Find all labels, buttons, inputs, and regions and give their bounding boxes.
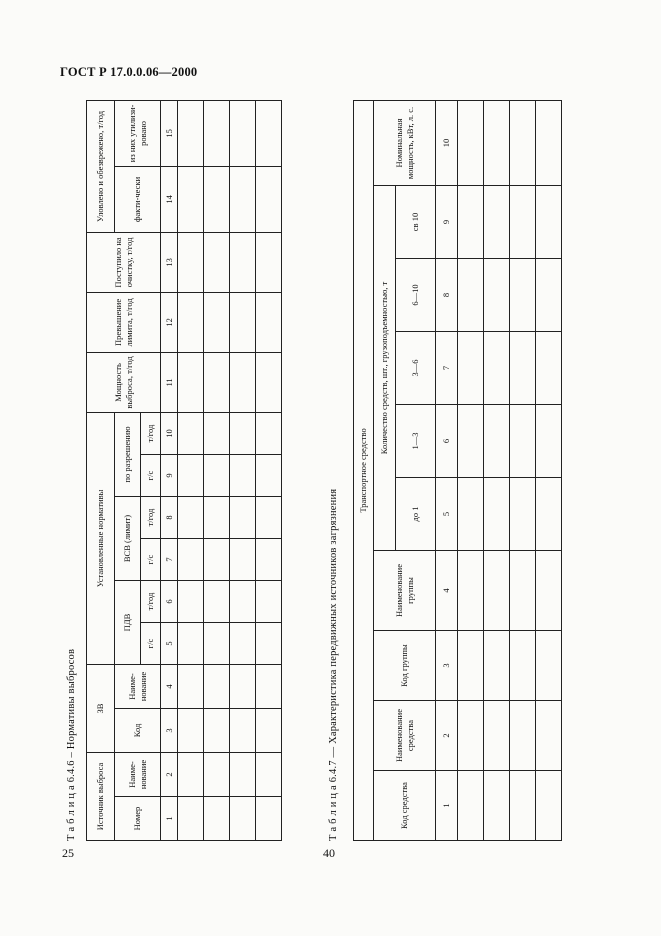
right-page-number: 40 <box>323 846 335 860</box>
header-group-name: Наименование группы <box>374 551 436 631</box>
header-pollutant-name: Наиме-нование <box>115 665 161 709</box>
header-unit-ty: т/год <box>141 497 161 539</box>
header-vehicle-code: Код средства <box>374 771 436 841</box>
emissions-norms-table <box>86 100 282 841</box>
table-row <box>178 100 204 840</box>
right-table-caption: Т а б л и ц а 6.4.7 — Характеристика передвижных источников загрязнения <box>328 488 339 841</box>
table-row <box>256 100 282 840</box>
column-number: 3 <box>436 631 458 701</box>
column-number: 2 <box>161 753 178 797</box>
table-row <box>510 100 536 840</box>
header-vehicle-name: Наименование средства <box>374 701 436 771</box>
header-caught-used: из них утилизи-ровано <box>115 100 161 166</box>
column-number: 1 <box>161 797 178 841</box>
header-vehicle-group: Транспортное средство <box>354 100 374 840</box>
header-limit-excess: Превышение лимита, т/год <box>87 292 161 352</box>
header-unit-gs: г/с <box>141 455 161 497</box>
header-pollutant-group: ЗВ <box>87 665 115 753</box>
header-count-group: Количество средств, шт., грузоподъемностью, т <box>374 186 396 551</box>
table-row <box>230 100 256 840</box>
column-number: 2 <box>436 701 458 771</box>
column-number: 10 <box>436 100 458 185</box>
column-number: 5 <box>161 623 178 665</box>
header-source-number: Номер <box>115 797 161 841</box>
table-row <box>484 100 510 840</box>
table-row <box>204 100 230 840</box>
left-table-caption: Т а б л и ц а 6.4.6 – Нормативы выбросов <box>66 648 77 841</box>
header-to-cleaning: Поступило на очистку, т/год <box>87 232 161 292</box>
header-caught-group: Уловлено и обезврежено, т/год <box>87 100 115 232</box>
mobile-sources-table <box>353 100 562 841</box>
header-source-group: Источник выброса <box>87 753 115 841</box>
column-number: 10 <box>161 412 178 454</box>
header-unit-ty: т/год <box>141 581 161 623</box>
header-cap-3-6: 3—6 <box>396 332 436 405</box>
column-number: 12 <box>161 292 178 352</box>
header-unit-ty: т/год <box>141 412 161 454</box>
header-permit: по разрешению <box>115 412 141 496</box>
column-number: 7 <box>161 539 178 581</box>
column-number: 9 <box>161 455 178 497</box>
column-number: 11 <box>161 352 178 412</box>
column-number: 7 <box>436 332 458 405</box>
header-cap-6-10: 6—10 <box>396 259 436 332</box>
column-number: 6 <box>436 405 458 478</box>
header-cap-gt10: св 10 <box>396 186 436 259</box>
header-source-name: Наиме-нование <box>115 753 161 797</box>
table-row <box>458 100 484 840</box>
header-unit-gs: г/с <box>141 539 161 581</box>
column-number: 15 <box>161 100 178 166</box>
column-number: 4 <box>436 551 458 631</box>
header-vsv: ВСВ (лимит) <box>115 497 141 581</box>
table-row <box>536 100 562 840</box>
header-cap-1-3: 1—3 <box>396 405 436 478</box>
header-emission-power: Мощность выброса, т/год <box>87 352 161 412</box>
document-code: ГОСТ Р 17.0.0.06—2000 <box>60 65 198 79</box>
header-pollutant-code: Код <box>115 709 161 753</box>
header-caught-actual: факти-чески <box>115 166 161 232</box>
column-number: 8 <box>161 497 178 539</box>
column-number: 3 <box>161 709 178 753</box>
column-number: 4 <box>161 665 178 709</box>
header-norms-group: Установленные нормативы <box>87 412 115 664</box>
column-number: 14 <box>161 166 178 232</box>
header-cap-le1: до 1 <box>396 478 436 551</box>
column-number: 6 <box>161 581 178 623</box>
header-unit-gs: г/с <box>141 623 161 665</box>
header-group-code: Код группы <box>374 631 436 701</box>
column-number: 8 <box>436 259 458 332</box>
column-number: 1 <box>436 771 458 841</box>
header-pdv: ПДВ <box>115 581 141 665</box>
column-number: 13 <box>161 232 178 292</box>
column-number: 5 <box>436 478 458 551</box>
column-number: 9 <box>436 186 458 259</box>
left-page-number: 25 <box>62 846 74 860</box>
header-nominal-power: Номинальная мощность, кВт, л. с. <box>374 100 436 185</box>
